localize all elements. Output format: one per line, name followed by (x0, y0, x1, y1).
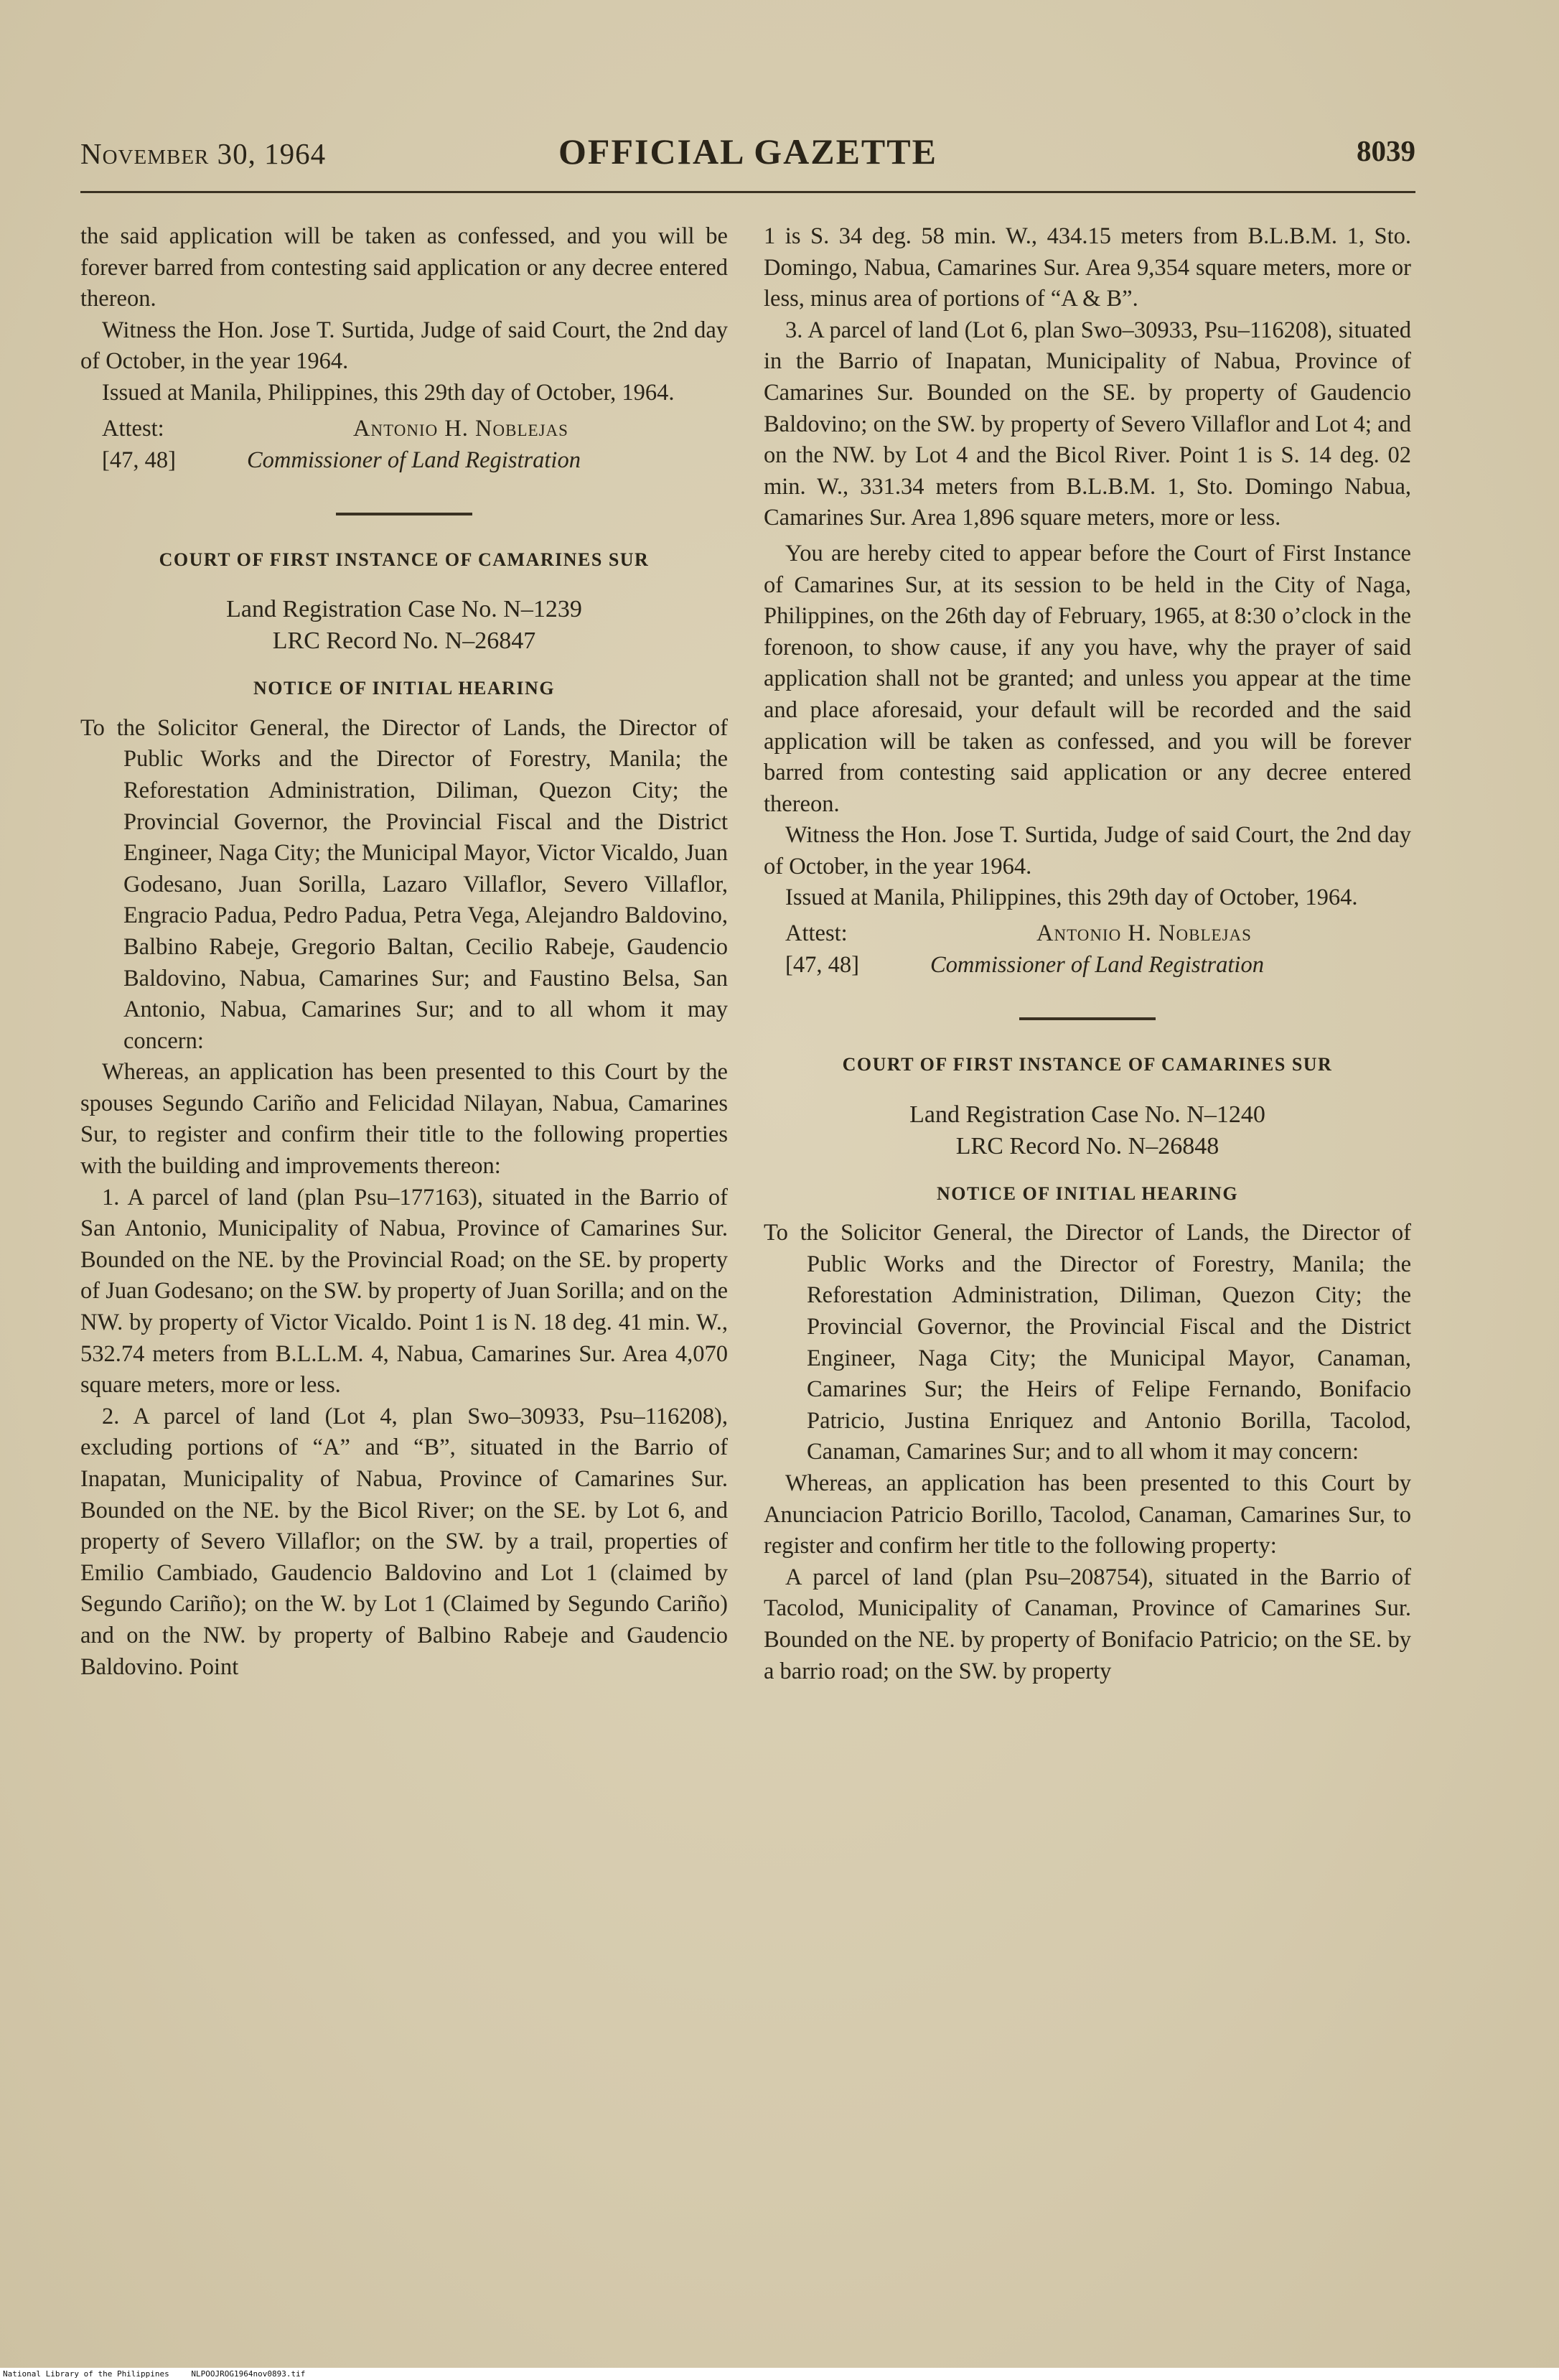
whereas-paragraph: Whereas, an application has been presented to this Court by Anunciacion Patricio Borillo, Tacolod, Canaman, Camarines Sur, to register and confirm her title to the following property: (764, 1470, 1411, 1559)
attest-name: Antonio H. Noblejas (1036, 920, 1252, 947)
page-number: 8039 (1357, 134, 1415, 167)
court-heading: COURT OF FIRST INSTANCE OF CAMARINES SUR (159, 549, 650, 570)
case-number: Land Registration Case No. N–1239 (226, 596, 582, 623)
case-heading (80, 594, 728, 657)
attest-title: Commissioner of Land Registration (930, 952, 1264, 979)
parcel-3-paragraph: 3. A parcel of land (Lot 6, plan Swo–30933, Psu–116208), situated in the Barrio of Inapatan, Municipality of Nabua, Province of Camarines Sur. Bounded on the SE. by property of Gaudencio Baldovino; on the SW. by property of Severo Villaflor and Lot 4; and on the NW. by Lot 4 and the Bicol River. Point 1 is S. 14 deg. 02 min. W., 331.34 meters from B.L.B.M. 1, Sto. Domingo Nabua, Camarines Sur. Area 1,896 square meters, more or less. (764, 317, 1411, 531)
court-heading: COURT OF FIRST INSTANCE OF CAMARINES SUR (842, 1054, 1333, 1075)
cited-paragraph: You are hereby cited to appear before the Court of First Instance of Camarines Sur, at its session to be held in the City of Naga, Philippines, on the 26th day of February, 1965, at 8:30 o’clock in the forenoon, to show cause, if any you have, why the prayer of said application shall not be granted; and unless you appear at the time and place aforesaid, your default will be recorded and the said application will be taken as confessed, and you will be forever barred from contesting said application or any decree entered thereon. (764, 540, 1411, 817)
section-divider (336, 513, 472, 515)
parcel-paragraph: A parcel of land (plan Psu–208754), situated in the Barrio of Tacolod, Municipality of Canaman, Province of Camarines Sur. Bounded on the NE. by property of Bonifacio Patricio; on the SE. by a barrio road; on the SW. by property (764, 1564, 1411, 1684)
witness-paragraph: Witness the Hon. Jose T. Surtida, Judge of said Court, the 2nd day of October, in the year 1964. (80, 317, 728, 375)
addressees-paragraph: To the Solicitor General, the Director of Lands, the Director of Public Works and the Director of Forestry, Manila; the Reforestation Administration, Diliman, Quezon City; the Provincial Governor, the Provincial Fiscal and the District Engineer, Naga City; the Municipal Mayor, Canaman, Camarines Sur; the Heirs of Felipe Fernando, Bonifacio Patricio, Justina Enriquez and Antonio Borilla, Tacolod, Canaman, Camarines Sur; and to all whom it may concern: (764, 1220, 1411, 1465)
case-heading (764, 1099, 1411, 1162)
scan-footer (0, 2368, 1559, 2380)
continued-paragraph: the said application will be taken as confessed, and you will be forever barred from contesting said application or any decree entered thereon. (80, 223, 728, 312)
header-rule (80, 191, 1415, 193)
attest-name: Antonio H. Noblejas (353, 415, 568, 442)
attest-label: Attest: (102, 415, 164, 442)
attest-block (80, 414, 728, 477)
addressees-paragraph: To the Solicitor General, the Director of Lands, the Director of Public Works and the Director of Forestry, Manila; the Reforestation Administration, Diliman, Quezon City; the Provincial Governor, the Provincial Fiscal and the District Engineer, Naga City; the Municipal Mayor, Victor Vicaldo, Juan Godesano, Juan Sorilla, Lazaro Villaflor, Severo Villaflor, Engracio Padua, Pedro Padua, Petra Vega, Alejandro Baldovino, Balbino Rabeje, Gregorio Baltan, Cecilio Rabeje, Gaudencio Baldovino, Nabua, Camarines Sur; and Faustino Belsa, San Antonio, Nabua, Camarines Sur; and to all whom it may concern: (80, 714, 728, 1054)
library-credit: National Library of the Philippines (3, 2369, 169, 2379)
parcel-1-paragraph: 1. A parcel of land (plan Psu–177163), situated in the Barrio of San Antonio, Municipality of Nabua, Province of Camarines Sur. Bounded on the NE. by the Provincial Road; on the SE. by property of Juan Godesano; on the SW. by property of Juan Sorilla; and on the NW. by property of Victor Vicaldo. Point 1 is N. 18 deg. 41 min. W., 532.74 meters from B.L.L.M. 4, Nabua, Camarines Sur. Area 4,070 square meters, more or less. (80, 1184, 728, 1399)
notice-heading: NOTICE OF INITIAL HEARING (936, 1182, 1239, 1204)
issue-date: November 30, 1964 (80, 137, 327, 170)
page-header (80, 128, 1415, 185)
attest-block (764, 918, 1411, 981)
witness-paragraph: Witness the Hon. Jose T. Surtida, Judge of said Court, the 2nd day of October, in the year 1964. (764, 822, 1411, 879)
case-number: Land Registration Case No. N–1240 (909, 1101, 1265, 1128)
parcel-2-paragraph: 2. A parcel of land (Lot 4, plan Swo–30933, Psu–116208), excluding portions of “A” and “B”, situated in the Barrio of Inapatan, Municipality of Nabua, Province of Camarines Sur. Bounded on the NE. by the Bicol River; on the SE. by Lot 6, and property of Severo Villaflor; on the SW. by a trail, properties of Emilio Cambiado, Gaudencio Baldovino and Lot 1 (claimed by Segundo Cariño); on the W. by Lot 1 (Claimed by Segundo Cariño) and on the NW. by property of Balbino Rabeje and Gaudencio Baldovino. Point (80, 1403, 728, 1680)
section-divider (1019, 1017, 1156, 1020)
parcel-2-continued: 1 is S. 34 deg. 58 min. W., 434.15 meters from B.L.B.M. 1, Sto. Domingo, Nabua, Camarines Sur. Area 9,354 square meters, more or less, minus area of portions of “A & B”. (764, 223, 1411, 312)
record-number: LRC Record No. N–26848 (955, 1132, 1219, 1159)
notice-heading: NOTICE OF INITIAL HEARING (253, 678, 556, 699)
attest-title: Commissioner of Land Registration (247, 447, 581, 473)
publication-title: OFFICIAL GAZETTE (558, 131, 937, 172)
left-column (80, 221, 728, 1683)
scan-filename: NLPOOJROG1964nov0893.tif (191, 2369, 306, 2379)
right-column (764, 221, 1411, 1687)
whereas-paragraph: Whereas, an application has been presented to this Court by the spouses Segundo Cariño and Felicidad Nilayan, Nabua, Camarines Sur, to register and confirm their title to the following properties with the building and improvements thereon: (80, 1059, 728, 1180)
attest-label: Attest: (785, 920, 848, 947)
record-number: LRC Record No. N–26847 (272, 627, 536, 655)
attest-numbers: [47, 48] (102, 447, 176, 473)
issued-paragraph: Issued at Manila, Philippines, this 29th day of October, 1964. (102, 379, 675, 406)
issued-paragraph: Issued at Manila, Philippines, this 29th day of October, 1964. (785, 885, 1358, 911)
attest-numbers: [47, 48] (785, 952, 859, 979)
